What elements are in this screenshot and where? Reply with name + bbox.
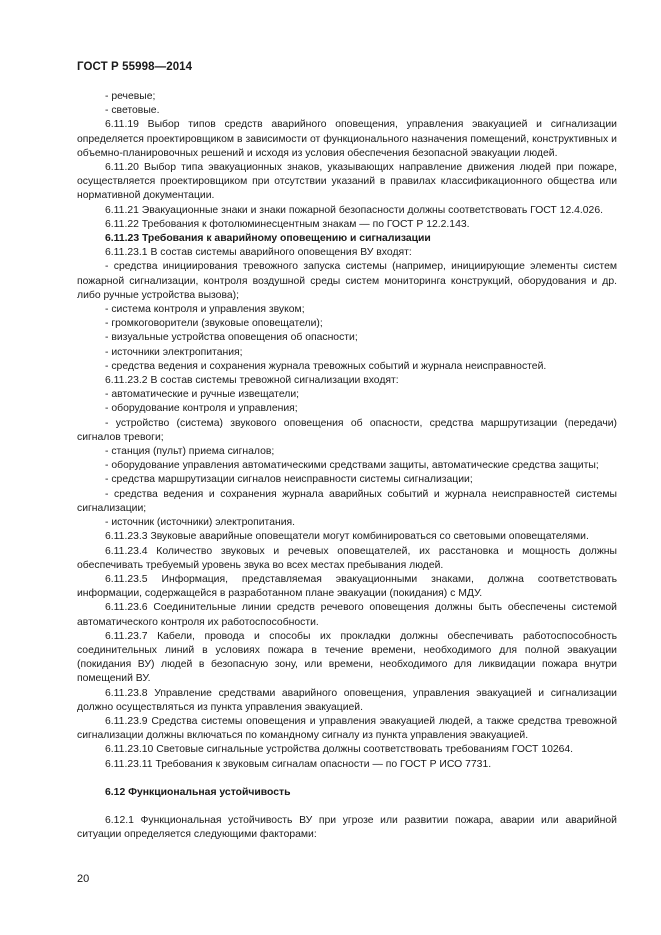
paragraph-6-11-21: 6.11.21 Эвакуационные знаки и знаки пожарной безопасности должны соответствовать ГОСТ 12.4.026. (105, 204, 604, 216)
paragraph-6-11-19: 6.11.19 Выбор типов средств аварийного оповещения, управления эвакуацией и сигнализации определяется проектировщиком в зависимости от функционального назначения помещений, конструктивных и объемно-планировочных решений и исходя из условия обеспечения безопасной эвакуации людей. (77, 119, 617, 159)
section-heading-6-12: 6.12 Функциональная устойчивость (105, 786, 291, 798)
page-number: 20 (77, 873, 90, 885)
list-item: - устройство (система) звукового оповещения об опасности, средства маршрутизации (передачи) сигналов тревоги; (77, 417, 617, 443)
list-item: - громкоговорители (звуковые оповещатели); (105, 318, 323, 330)
list-item: - оборудование контроля и управления; (105, 403, 298, 415)
list-item: - средства маршрутизации сигналов неисправности системы сигнализации; (105, 474, 473, 486)
list-item: - речевые; (105, 91, 156, 102)
list-item: - автоматические и ручные извещатели; (105, 389, 300, 401)
list-item: - визуальные устройства оповещения об опасности; (105, 332, 358, 344)
paragraph-6-11-23-10: 6.11.23.10 Световые сигнальные устройства должны соответствовать требованиям ГОСТ 10264. (105, 744, 574, 756)
section-heading-6-11-23: 6.11.23 Требования к аварийному оповещению и сигнализации (105, 233, 431, 245)
paragraph-6-11-23-2: 6.11.23.2 В состав системы тревожной сигнализации входят: (105, 375, 399, 387)
list-item: - источник (источники) электропитания. (105, 517, 296, 529)
paragraph-6-11-23-5: 6.11.23.5 Информация, представляемая эвакуационными знаками, должна соответствовать информации, содержащейся в разработанном плане эвакуации (покидания) с МДУ. (77, 573, 617, 600)
list-item: - средства ведения и сохранения журнала тревожных событий и журнала неисправностей. (105, 360, 547, 372)
list-item: - станция (пульт) приема сигналов; (105, 446, 275, 458)
paragraph-6-11-23-9: 6.11.23.9 Средства системы оповещения и управления эвакуацией людей, а также средства тревожной сигнализации должны включаться по командному сигналу из пункта управления эвакуацией. (77, 715, 617, 742)
paragraph-6-11-23-11: 6.11.23.11 Требования к звуковым сигналам опасности — по ГОСТ Р ИСО 7731. (105, 758, 492, 770)
paragraph-6-11-23-8: 6.11.23.8 Управление средствами аварийного оповещения, управления эвакуацией и сигнализации должно осуществляться из пункта управления эвакуацией. (77, 687, 617, 713)
paragraph-6-11-23-1: 6.11.23.1 В состав системы аварийного оповещения ВУ входят: (105, 247, 412, 259)
paragraph-6-11-23-4: 6.11.23.4 Количество звуковых и речевых оповещателей, их расстановка и мощность должны обеспечивать требуемый уровень звука во всех местах пребывания людей. (77, 545, 617, 571)
list-item: - средства инициирования тревожного запуска системы (например, инициирующие элементы систем пожарной сигнализации, контроля воздушной среды систем мониторинга конструкций, оборудования и др. либо ручные устройства вызова); (77, 261, 617, 301)
paragraph-6-11-23-6: 6.11.23.6 Соединительные линии средств речевого оповещения должны быть обеспечены системой автоматического контроля их работоспособности. (77, 602, 617, 628)
paragraph-6-12-1: 6.12.1 Функциональная устойчивость ВУ при угрозе или развитии пожара, аварии или аварийной ситуации определяется следующими факторами: (77, 814, 617, 841)
paragraph-6-11-20: 6.11.20 Выбор типа эвакуационных знаков, указывающих направление движения людей при пожаре, осуществляется проектировщиком при отсутствии указаний в правилах классификационного общества или нормативной документации. (77, 162, 617, 202)
list-item: - оборудование управления автоматическими средствами защиты, автоматические средства защиты; (105, 460, 599, 472)
paragraph-6-11-22: 6.11.22 Требования к фотолюминесцентным знакам — по ГОСТ Р 12.2.143. (105, 218, 470, 230)
list-item: - система контроля и управления звуком; (105, 304, 305, 316)
list-item: - световые. (105, 105, 160, 117)
list-item: - средства ведения и сохранения журнала аварийных событий и журнала неисправностей системы сигнализации; (77, 488, 617, 514)
document-body (77, 90, 617, 842)
standard-header: ГОСТ Р 55998—2014 (77, 61, 193, 73)
paragraph-6-11-23-7: 6.11.23.7 Кабели, провода и способы их прокладки должны обеспечивать работоспособность соединительных линий в условиях пожара в течение времени, необходимого для полной эвакуации (покидания ВУ) людей в безопасную зону, или времени, необходимого для ликвидации пожара внутри помещений ВУ. (77, 630, 617, 685)
list-item: - источники электропитания; (105, 346, 243, 358)
paragraph-6-11-23-3: 6.11.23.3 Звуковые аварийные оповещатели могут комбинироваться со световыми оповещателями. (105, 531, 589, 543)
